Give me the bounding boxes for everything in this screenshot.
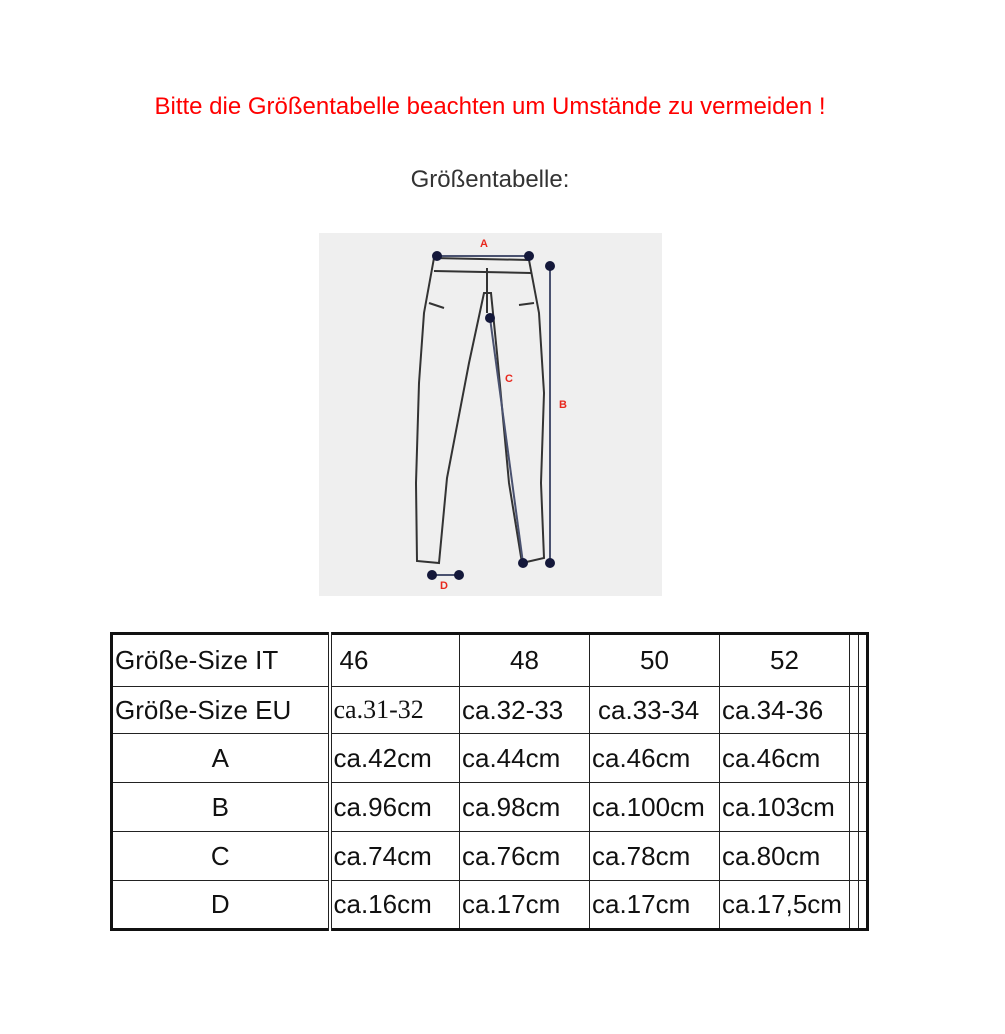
table-cell: ca.33-34 — [590, 687, 720, 734]
empty-cell — [850, 734, 859, 783]
label-d: D — [440, 580, 448, 592]
row-label: D — [112, 881, 330, 930]
label-b: B — [559, 399, 567, 411]
table-cell: ca.46cm — [590, 734, 720, 783]
empty-cell — [859, 881, 868, 930]
table-cell: ca.46cm — [720, 734, 850, 783]
table-row — [112, 734, 868, 783]
table-cell: ca.16cm — [330, 881, 460, 930]
table-row — [112, 687, 868, 734]
table-cell: 52 — [720, 634, 850, 687]
empty-cell — [850, 687, 859, 734]
pants-outline — [416, 258, 544, 563]
empty-cell — [859, 832, 868, 881]
empty-cell — [859, 687, 868, 734]
table-cell: ca.80cm — [720, 832, 850, 881]
row-label: C — [112, 832, 330, 881]
table-cell: ca.78cm — [590, 832, 720, 881]
table-cell: ca.31-32 — [330, 687, 460, 734]
table-cell: ca.98cm — [460, 783, 590, 832]
table-row — [112, 881, 868, 930]
empty-cell — [850, 832, 859, 881]
table-cell: ca.74cm — [330, 832, 460, 881]
empty-cell — [850, 634, 859, 687]
pants-measurement-diagram — [319, 233, 662, 596]
table-cell: ca.100cm — [590, 783, 720, 832]
empty-cell — [850, 783, 859, 832]
table-cell: ca.96cm — [330, 783, 460, 832]
row-label: B — [112, 783, 330, 832]
table-cell: 50 — [590, 634, 720, 687]
table-cell: ca.17,5cm — [720, 881, 850, 930]
table-cell: ca.34-36 — [720, 687, 850, 734]
size-table-title: Größentabelle: — [410, 166, 570, 193]
empty-cell — [859, 783, 868, 832]
row-label: Größe-Size IT — [112, 634, 330, 687]
row-label: A — [112, 734, 330, 783]
table-cell: ca.17cm — [590, 881, 720, 930]
empty-cell — [859, 634, 868, 687]
table-cell: 46 — [330, 634, 460, 687]
table-cell: 48 — [460, 634, 590, 687]
label-a: A — [480, 238, 488, 250]
size-table — [110, 632, 869, 931]
row-label: Größe-Size EU — [112, 687, 330, 734]
table-row — [112, 832, 868, 881]
empty-cell — [859, 734, 868, 783]
table-cell: ca.17cm — [460, 881, 590, 930]
table-row — [112, 783, 868, 832]
table-row — [112, 634, 868, 687]
empty-cell — [850, 881, 859, 930]
table-cell: ca.42cm — [330, 734, 460, 783]
size-notice: Bitte die Größentabelle beachten um Umstände zu vermeiden ! — [154, 93, 826, 120]
table-cell: ca.32-33 — [460, 687, 590, 734]
table-cell: ca.44cm — [460, 734, 590, 783]
table-cell: ca.76cm — [460, 832, 590, 881]
label-c: C — [505, 373, 513, 385]
table-cell: ca.103cm — [720, 783, 850, 832]
